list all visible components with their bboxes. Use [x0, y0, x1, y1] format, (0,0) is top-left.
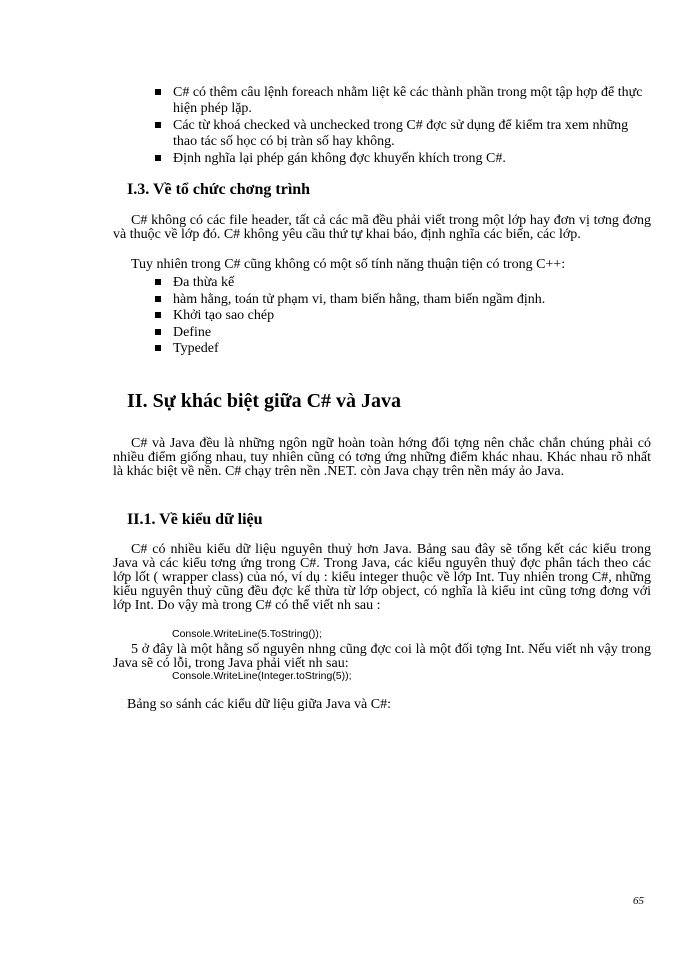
bullet-icon	[155, 329, 161, 335]
section-heading-ii: II. Sự khác biệt giữa C# và Java	[127, 390, 402, 412]
list-item: Typedef	[173, 341, 643, 358]
cpp-feature-list	[173, 275, 643, 358]
code-snippet: Console.WriteLine(Integer.toString(5));	[172, 670, 352, 682]
list-item: hàm hằng, toán tử phạm vi, tham biến hằng, tham biến ngầm định.	[173, 292, 643, 309]
bullet-icon	[155, 89, 161, 95]
list-item: Đa thừa kế	[173, 275, 643, 292]
feature-bullet-list	[173, 85, 651, 167]
list-item: Định nghĩa lại phép gán không đợc khuyến khích trong C#.	[173, 151, 651, 167]
paragraph: 5 ở đây là một hằng số nguyên nhng cũng đợc coi là một đối tợng Int. Nếu viết nh vậy trong Java sẽ có lỗi, trong Java phải viết nh sau:	[113, 642, 651, 671]
bullet-icon	[155, 296, 161, 302]
bullet-icon	[155, 122, 161, 128]
bullet-icon	[155, 312, 161, 318]
section-heading-i3: I.3. Về tổ chức chơng trình	[127, 181, 311, 198]
bullet-icon	[155, 155, 161, 161]
page-number: 65	[633, 895, 644, 907]
paragraph: Bảng so sánh các kiểu dữ liệu giữa Java và C#:	[127, 697, 391, 712]
list-item: C# có thêm câu lệnh foreach nhằm liệt kê các thành phần trong một tập hợp để thực hiện phép lặp.	[173, 85, 651, 117]
list-item: Khởi tạo sao chép	[173, 308, 643, 325]
bullet-icon	[155, 279, 161, 285]
code-snippet: Console.WriteLine(5.ToString());	[172, 628, 322, 640]
list-item: Các từ khoá checked và unchecked trong C# đợc sử dụng để kiểm tra xem những thao tác số học có bị tràn số hay không.	[173, 118, 651, 150]
paragraph: Tuy nhiên trong C# cũng không có một số tính năng thuận tiện có trong C++:	[131, 257, 566, 272]
list-item: Define	[173, 325, 643, 342]
section-heading-ii1: II.1. Về kiểu dữ liệu	[127, 511, 263, 528]
paragraph: C# có nhiều kiểu dữ liệu nguyên thuỷ hơn Java. Bảng sau đây sẽ tổng kết các kiểu trong Java và các kiểu tơng ứng trong C#. Trong Java, các kiểu nguyên thuỷ đợc phân tách theo các lớp lốt ( wrapper class) của nó, ví dụ : kiểu integer thuộc về lớp Int. Tuy nhiên trong C#, những kiểu nguyên thuỷ cũng đều đợc kế thừa từ lớp object, có nghĩa là kiểu int cũng tơng đơng với lớp Int. Do vậy mà trong C# có thể viết nh sau :	[113, 542, 651, 613]
bullet-icon	[155, 345, 161, 351]
paragraph: C# không có các file header, tất cả các mã đều phải viết trong một lớp hay đơn vị tơng đơng và thuộc về lớp đó. C# không yêu cầu thứ tự khai báo, định nghĩa các biến, các lớp.	[113, 213, 651, 242]
paragraph: C# và Java đều là những ngôn ngữ hoàn toàn hớng đối tợng nên chắc chắn chúng phải có nhiều điểm giống nhau, tuy nhiên cũng có tơng ứng những điểm khác nhau. Khác nhau rõ nhất là khác biệt về nền. C# chạy trên nền .NET. còn Java chạy trên nền máy ảo Java.	[113, 436, 651, 479]
